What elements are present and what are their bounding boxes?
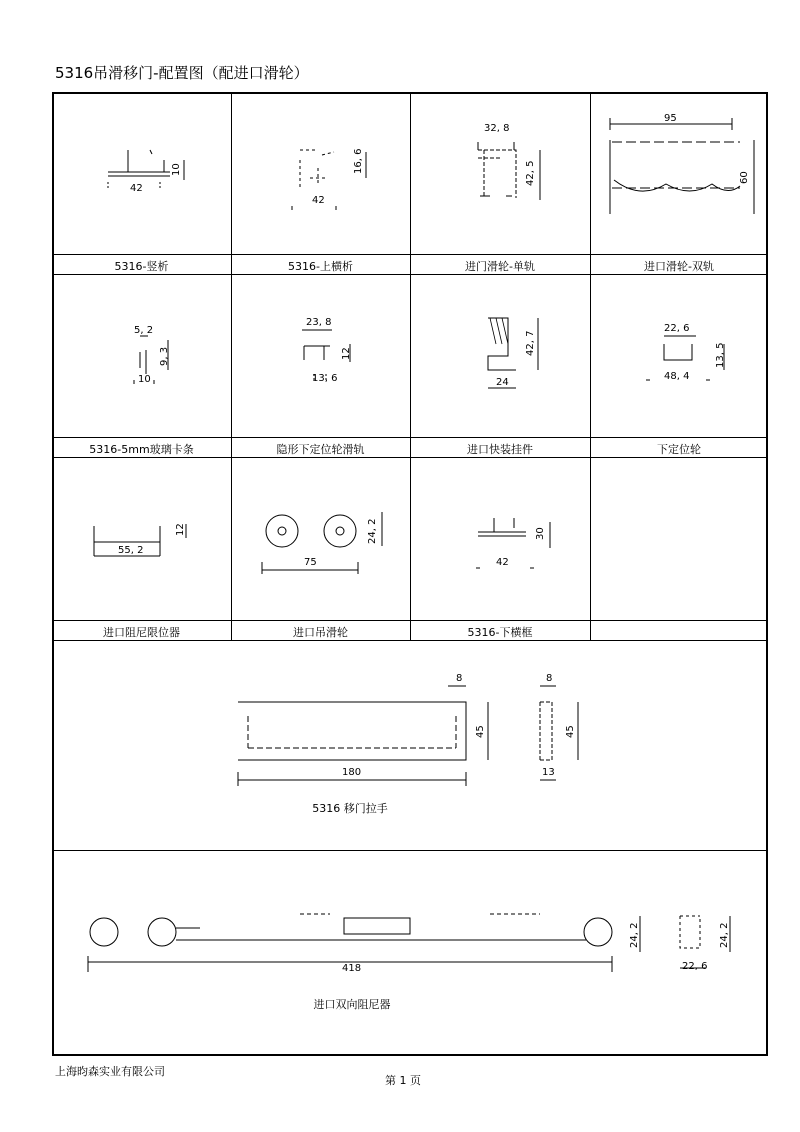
dimension-label: 22, 6 [682,961,708,972]
dimension-label: 45 [475,725,486,738]
damper-caption: 进口双向阻尼器 [313,998,391,1011]
dimension-label: 10 [171,163,182,176]
page-number: 第 1 页 [385,1074,421,1087]
cell-caption: 5316-上横析 [288,260,353,273]
dimension-label: 13, 6 [312,373,338,384]
dimension-label: 60 [739,171,750,184]
dimension-label: 24, 2 [629,922,640,948]
dimension-label: 13, 5 [715,342,726,368]
dimension-label: 12 [175,523,186,536]
dimension-label: 32, 8 [484,123,510,134]
dimension-label: 42 [130,183,143,194]
dimension-label: 10 [138,374,151,385]
dimension-label: 24, 2 [367,518,378,544]
dimension-label: 8 [546,673,553,684]
cell-caption: 进口阻尼限位器 [103,626,180,639]
dimension-label: 5, 2 [134,325,154,336]
cell-caption: 5316-5mm玻璃卡条 [89,443,194,456]
dimension-label: 45 [565,725,576,738]
dimension-label: 42, 7 [525,330,536,356]
cell-caption: 进口滑轮-双轨 [644,260,714,273]
dimension-label: 23, 8 [306,317,332,328]
dimension-label: 12 [341,347,352,360]
dimension-label: 180 [342,767,362,778]
dimension-label: 24 [496,377,509,388]
handle-caption: 5316 移门拉手 [312,802,388,815]
company-name: 上海昀森实业有限公司 [55,1065,165,1078]
cell-caption: 下定位轮 [657,443,701,456]
cell-caption: 5316-下横框 [467,626,533,639]
dimension-label: 13 [542,767,555,778]
dimension-label: 30 [535,527,546,540]
dimension-label: 9, 3 [159,346,170,366]
cell-caption: 进口吊滑轮 [293,626,348,639]
dimension-label: 8 [456,673,463,684]
dimension-label: 418 [342,963,362,974]
dimension-label: 48, 4 [664,371,690,382]
dimension-label: 75 [304,557,317,568]
cell-caption: 隐形下定位轮滑轨 [276,443,365,456]
cell-caption: 进口快装挂件 [467,443,533,456]
dimension-label: 95 [664,113,677,124]
dimension-label: 55, 2 [118,545,144,556]
page-title: 5316吊滑移门-配置图（配进口滑轮） [55,64,309,82]
cell-caption: 5316-竖析 [114,260,169,273]
dimension-label: 42 [496,557,509,568]
dimension-label: 22, 6 [664,323,690,334]
cell-caption: 进门滑轮-单轨 [465,260,535,273]
dimension-label: 42, 5 [525,160,536,186]
dimension-label: 16, 6 [353,148,364,174]
dimension-label: 42 [312,195,325,206]
dimension-label: 24, 2 [719,922,730,948]
